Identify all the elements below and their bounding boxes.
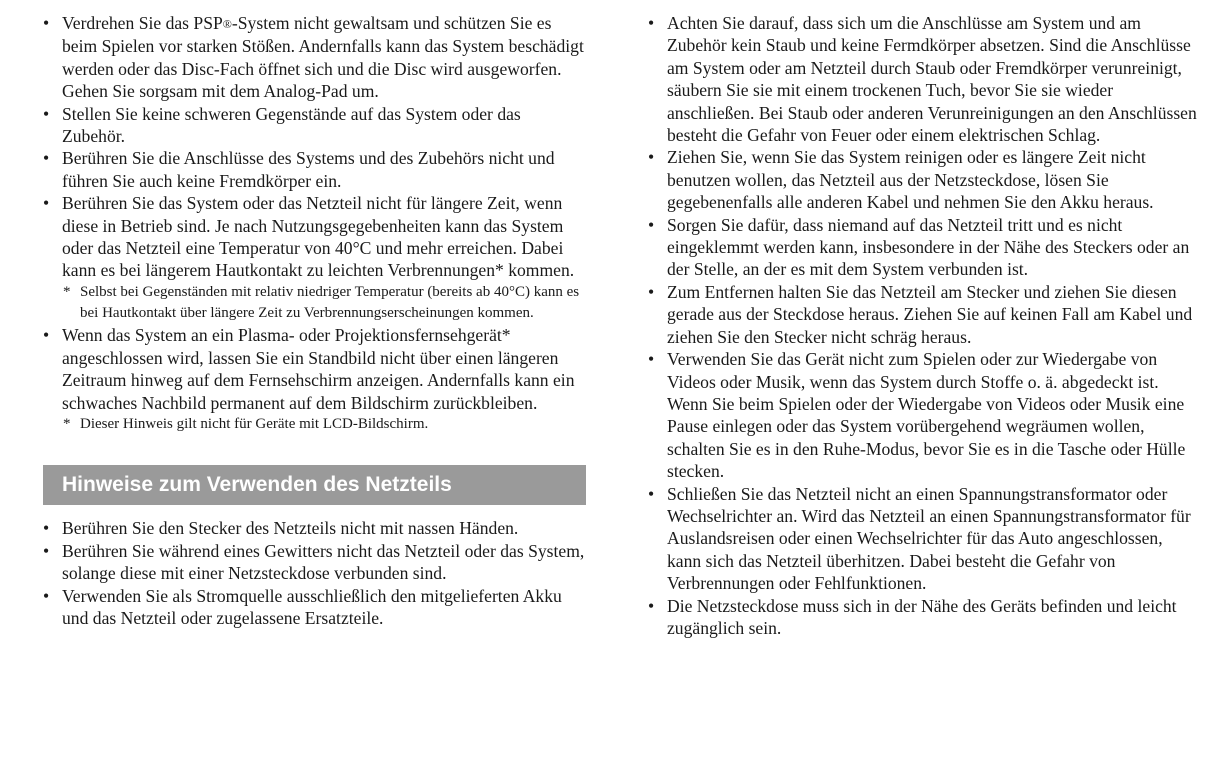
list-item: • Berühren Sie die Anschlüsse des Systems und des Zubehörs nicht und führen Sie auch keine Fremdkörper ein. [40,147,588,192]
list-item: • Berühren Sie den Stecker des Netzteils nicht mit nassen Händen. [40,517,588,539]
list-item: • Verdrehen Sie das PSP®-System nicht gewaltsam und schützen Sie es beim Spielen vor starken Stößen. Andernfalls kann das System beschädigt werden oder das Disc-Fach öffnet sich und die Disc wird ausgeworfen. Gehen Sie sorgsam mit dem Analog-Pad um. [40,12,588,103]
list-item: • Berühren Sie während eines Gewitters nicht das Netzteil oder das System, solange diese mit einer Netzsteckdose verbunden sind. [40,540,588,585]
list-item: • Achten Sie darauf, dass sich um die Anschlüsse am System und am Zubehör kein Staub und keine Fermdkörper absetzen. Sind die Anschlüsse am System oder am Netzteil durch Staub oder Fremdkörper verunreinigt, säubern Sie sie mit einem trockenen Tuch, bevor Sie sie wieder anschließen. Bei Staub oder anderen Verunreinigungen an den Anschlüssen besteht die Gefahr von Feuer oder einem elektrischen Schlag. [645,12,1200,146]
left-column [40,12,588,629]
footnote-marker: * [63,283,71,300]
bullet-list-bottom [40,517,588,629]
footnote [40,282,588,325]
list-item: • Sorgen Sie dafür, dass niemand auf das Netzteil tritt und es nicht eingeklemmt werden kann, insbesondere in der Nähe des Steckers oder an der Stelle, an der es mit dem System verbunden ist. [645,214,1200,281]
registered-mark: ® [222,17,232,31]
footnote [40,414,588,435]
list-item: • Die Netzsteckdose muss sich in der Nähe des Geräts befinden und leicht zugänglich sein. [645,595,1200,640]
list-item: • Verwenden Sie das Gerät nicht zum Spielen oder zur Wiedergabe von Videos oder Musik, wenn das System durch Stoffe o. ä. abgedeckt ist. Wenn Sie beim Spielen oder der Wiedergabe von Videos oder Musik eine Pause einlegen oder das System vorübergehend wegräumen wollen, schalten Sie es in den Ruhe-Modus, bevor Sie es in die Tasche oder Hülle stecken. [645,348,1200,482]
list-item-text: • Wenn das System an ein Plasma- oder Projektionsfernsehgerät* angeschlossen wird, lassen Sie ein Standbild nicht über einen längeren Zeitraum hinweg auf dem Fernsehschirm anzeigen. Andernfalls kann ein schwaches Nachbild permanent auf dem Bildschirm zurückbleiben. [62,325,575,413]
list-item: • Stellen Sie keine schweren Gegenstände auf das System oder das Zubehör. [40,103,588,148]
bullet-list-right [645,12,1200,639]
section-heading: Hinweise zum Verwenden des Netzteils [43,465,586,505]
list-item-text: • Berühren Sie das System oder das Netzteil nicht für längere Zeit, wenn diese in Betrieb sind. Je nach Nutzungsgegebenheiten kann das System oder das Netzteil eine Temperatur von 40°C und mehr erreichen. Dabei kann es bei längerem Hautkontakt zu leichten Verbrennungen* kommen. [62,193,575,281]
bullet-list-top [40,12,588,435]
list-item: • Verwenden Sie als Stromquelle ausschließlich den mitgelieferten Akku und das Netzteil oder zugelassene Ersatzteile. [40,585,588,630]
list-item: • Ziehen Sie, wenn Sie das System reinigen oder es längere Zeit nicht benutzen wollen, das Netzteil aus der Netzsteckdose, lösen Sie gegebenenfalls alle anderen Kabel und nehmen Sie den Akku heraus. [645,146,1200,213]
right-column [645,12,1200,639]
footnote-text: Dieser Hinweis gilt nicht für Geräte mit LCD-Bildschirm. [80,416,429,433]
list-item: • Schließen Sie das Netzteil nicht an einen Spannungstransformator oder Wechselrichter an. Wird das Netzteil an einen Spannungstransformator für Auslandsreisen oder einen Wechselrichter für das Auto angeschlossen, kann sich das Netzteil überhitzen. Dabei besteht die Gefahr von Verbrennungen oder Fehlfunktionen. [645,483,1200,595]
footnote-marker: * [63,416,71,433]
list-item: • Zum Entfernen halten Sie das Netzteil am Stecker und ziehen Sie diesen gerade aus der Steckdose heraus. Ziehen Sie auf keinen Fall am Kabel und ziehen Sie den Stecker nicht schräg heraus. [645,281,1200,348]
footnote-text: Selbst bei Gegenständen mit relativ niedriger Temperatur (bereits ab 40°C) kann es bei Hautkontakt über längere Zeit zu Verbrennungserscheinungen kommen. [80,283,580,322]
list-item [40,192,588,324]
list-item [40,324,588,435]
